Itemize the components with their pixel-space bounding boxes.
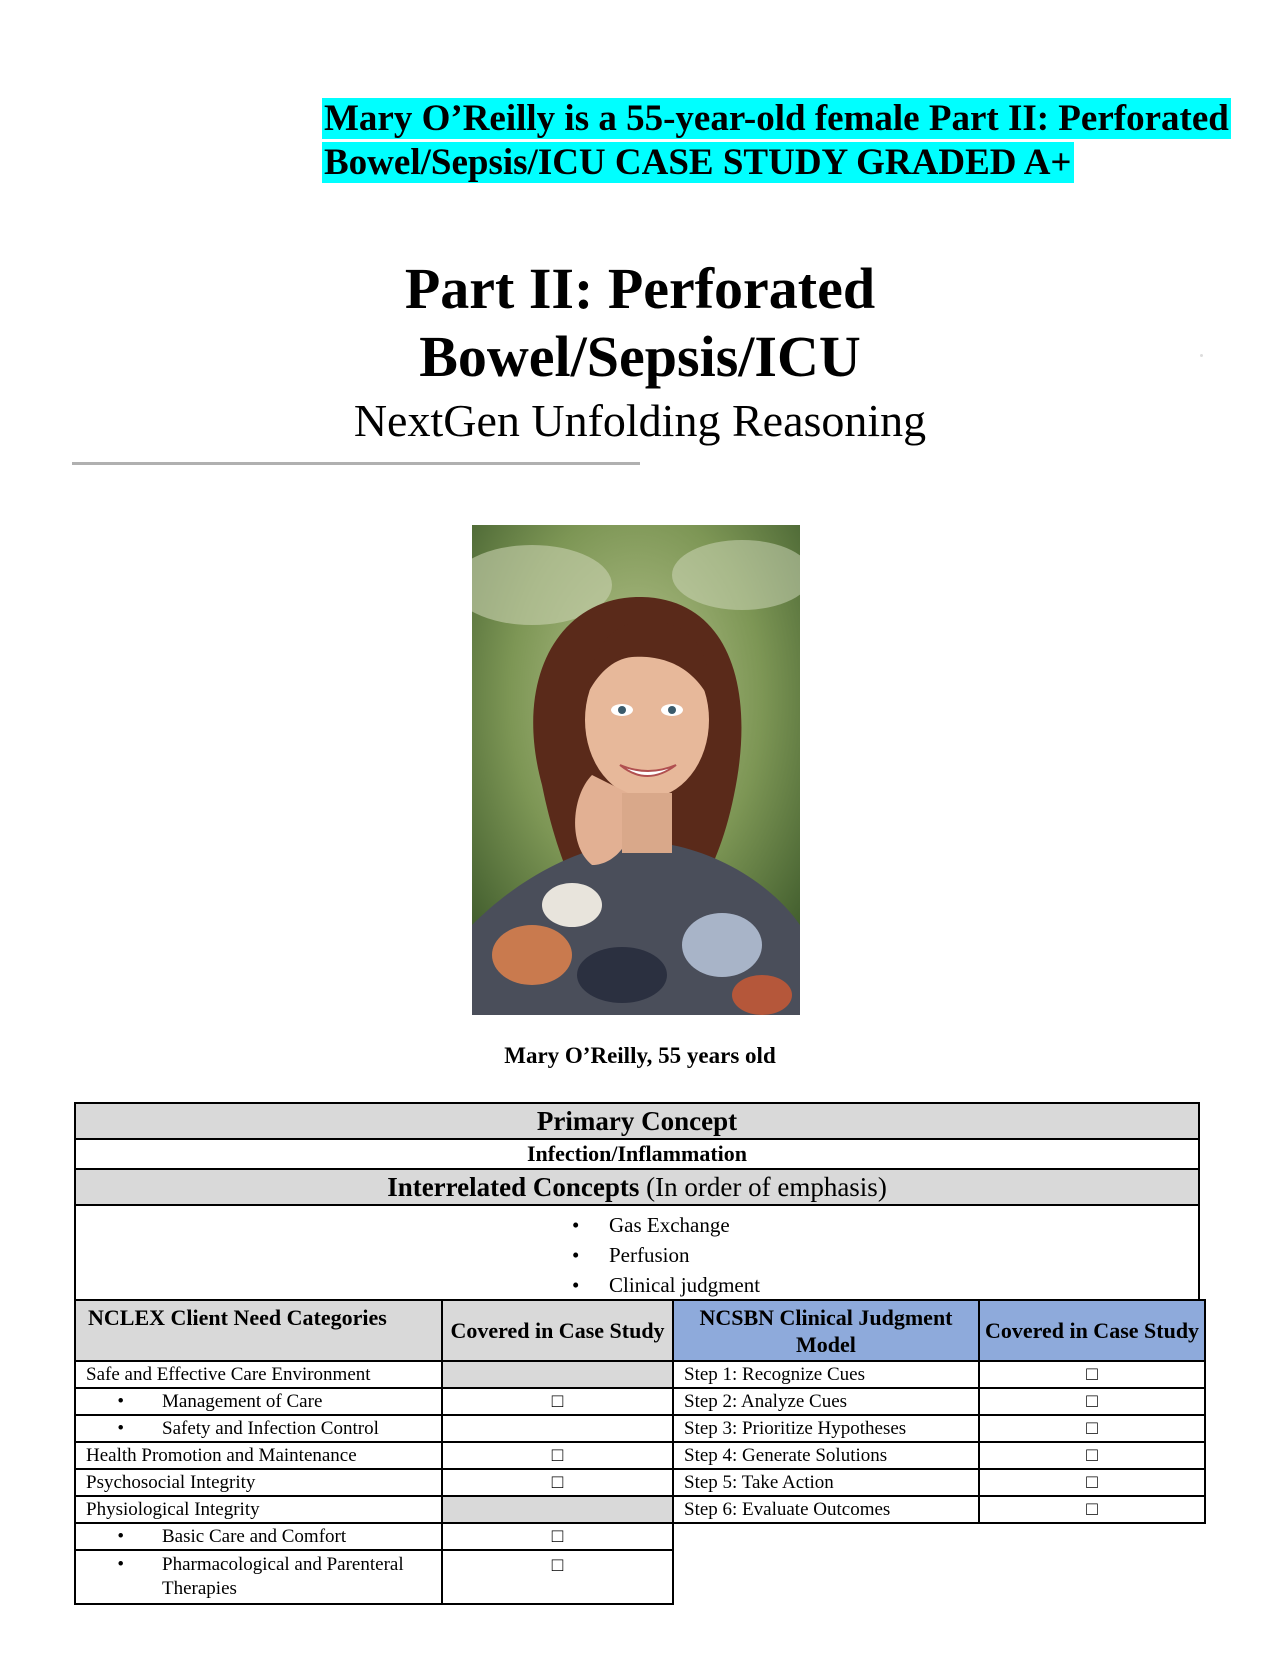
nclex-checkbox xyxy=(442,1415,673,1442)
nclex-row-label: Psychosocial Integrity xyxy=(75,1469,442,1496)
ncsbn-row-label: Step 3: Prioritize Hypotheses xyxy=(673,1415,979,1442)
concepts-table xyxy=(74,1102,1200,1306)
nclex-checkbox: □ xyxy=(442,1550,673,1604)
table-row xyxy=(75,1523,1205,1550)
title-line-2: Bowel/Sepsis/ICU xyxy=(419,324,861,389)
table-row xyxy=(75,1550,1205,1604)
nclex-row-label: Health Promotion and Maintenance xyxy=(75,1442,442,1469)
table-row xyxy=(75,1388,1205,1415)
nclex-row-label: Physiological Integrity xyxy=(75,1496,442,1523)
nclex-header: NCLEX Client Need Categories xyxy=(75,1300,442,1361)
table-row xyxy=(75,1415,1205,1442)
stray-dot xyxy=(1200,354,1203,357)
interrelated-concepts-header: Interrelated Concepts (In order of emphasis) xyxy=(75,1169,1199,1205)
ncsbn-checkbox: □ xyxy=(979,1361,1205,1388)
list-item: • Gas Exchange xyxy=(76,1210,1198,1240)
ncsbn-row-label: Step 1: Recognize Cues xyxy=(673,1361,979,1388)
nclex-checkbox: □ xyxy=(442,1442,673,1469)
title-banner: Mary O’Reilly is a 55-year-old female Part II: Perforated Bowel/Sepsis/ICU CASE STUDY GRADED A+ xyxy=(324,98,1229,183)
empty-cell xyxy=(979,1523,1205,1550)
list-item: • Clinical judgment xyxy=(76,1270,1198,1300)
ncsbn-row-label: Step 2: Analyze Cues xyxy=(673,1388,979,1415)
empty-cell xyxy=(979,1550,1205,1604)
document-title xyxy=(0,255,1280,449)
horizontal-rule xyxy=(72,462,640,465)
ncsbn-row-label: Step 6: Evaluate Outcomes xyxy=(673,1496,979,1523)
nclex-row-label: • Management of Care xyxy=(75,1388,442,1415)
nclex-row-label: Safe and Effective Care Environment xyxy=(75,1361,442,1388)
ncsbn-checkbox: □ xyxy=(979,1415,1205,1442)
subtitle: NextGen Unfolding Reasoning xyxy=(353,395,927,446)
interrelated-concepts-list xyxy=(75,1205,1199,1305)
ncsbn-row-label: Step 4: Generate Solutions xyxy=(673,1442,979,1469)
nclex-checkbox xyxy=(442,1361,673,1388)
nclex-row-label: • Safety and Infection Control xyxy=(75,1415,442,1442)
ncsbn-checkbox: □ xyxy=(979,1496,1205,1523)
ncsbn-row-label: Step 5: Take Action xyxy=(673,1469,979,1496)
ncsbn-header: NCSBN Clinical Judgment Model xyxy=(673,1300,979,1361)
ncsbn-checkbox: □ xyxy=(979,1469,1205,1496)
table-row xyxy=(75,1361,1205,1388)
patient-photo xyxy=(472,525,800,1015)
primary-concept-value: Infection/Inflammation xyxy=(75,1139,1199,1169)
nclex-row-label: • Pharmacological and Parenteral Therapies xyxy=(75,1550,442,1604)
list-item: • Perfusion xyxy=(76,1240,1198,1270)
nclex-covered-header: Covered in Case Study xyxy=(442,1300,673,1361)
primary-concept-header: Primary Concept xyxy=(75,1103,1199,1139)
table-row xyxy=(75,1496,1205,1523)
table-row xyxy=(75,1469,1205,1496)
nclex-checkbox: □ xyxy=(442,1523,673,1550)
categories-table xyxy=(74,1299,1206,1605)
nclex-checkbox: □ xyxy=(442,1388,673,1415)
nclex-checkbox xyxy=(442,1496,673,1523)
empty-cell xyxy=(673,1523,979,1550)
ncsbn-checkbox: □ xyxy=(979,1388,1205,1415)
portrait-illustration xyxy=(472,525,800,1015)
empty-cell xyxy=(673,1550,979,1604)
table-row xyxy=(75,1442,1205,1469)
nclex-checkbox: □ xyxy=(442,1469,673,1496)
ncsbn-covered-header: Covered in Case Study xyxy=(979,1300,1205,1361)
title-line-1: Part II: Perforated xyxy=(404,256,876,321)
ncsbn-checkbox: □ xyxy=(979,1442,1205,1469)
nclex-row-label: • Basic Care and Comfort xyxy=(75,1523,442,1550)
photo-caption: Mary O’Reilly, 55 years old xyxy=(504,1043,776,1068)
